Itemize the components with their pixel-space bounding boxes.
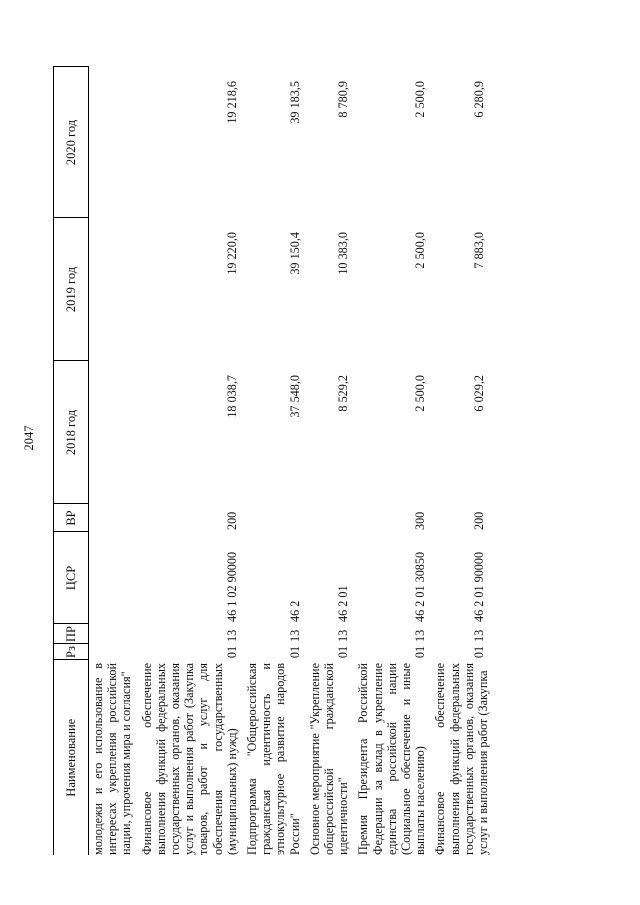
- table-row: [354, 67, 431, 855]
- header-2019: 2019 год: [54, 218, 89, 361]
- row-2018: [89, 361, 138, 504]
- row-rz: 01: [472, 645, 487, 659]
- row-name: Основное мероприятие "Укрепление общероссийской гражданской идентичности": [307, 663, 351, 855]
- row-2020: 39 183,5: [287, 81, 302, 124]
- row-2019: 19 220,0: [224, 232, 239, 275]
- row-2020: 2 500,0: [413, 81, 428, 118]
- table-row: [431, 67, 490, 855]
- table-row: [89, 67, 138, 855]
- row-2018: 2 500,0: [413, 375, 428, 412]
- row-csr: 46 2 01: [336, 585, 351, 622]
- row-rz: 01: [224, 645, 239, 659]
- header-rz: Рз: [54, 644, 89, 660]
- row-vr: [89, 504, 138, 532]
- row-pr: 13: [413, 629, 428, 642]
- header-2020: 2020 год: [54, 67, 89, 218]
- row-name: Подпрограмма "Общероссийская гражданская идентичность и этнокультурное развитие народов России": [245, 663, 302, 855]
- row-2020: [89, 67, 138, 218]
- row-rz: 01: [287, 645, 302, 659]
- row-2019: 2 500,0: [413, 232, 428, 269]
- table-row: [243, 67, 306, 855]
- row-csr: 46 2 01 30850: [413, 551, 428, 622]
- table-row: [138, 67, 243, 855]
- row-2018: 8 529,2: [336, 375, 351, 412]
- row-2020: 19 218,6: [224, 81, 239, 124]
- header-2018: 2018 год: [54, 361, 89, 504]
- row-rz: 01: [413, 645, 428, 659]
- header-csr: ЦСР: [54, 532, 89, 624]
- row-2018: 37 548,0: [287, 375, 302, 418]
- row-name: Финансовое обеспечение выполнения функций федеральных государственных органов, оказания услуг и выполнения работ (Закупка товаров, работ и услуг для обеспечения государственных (муниципальных) нужд): [139, 663, 239, 855]
- row-name: Финансовое обеспечение выполнения функций федеральных государственных органов, оказания услуг и выполнения работ (Закупка: [433, 663, 491, 855]
- row-2018: 6 029,2: [472, 375, 487, 412]
- header-pr: ПР: [54, 624, 89, 644]
- row-vr: 300: [413, 511, 428, 530]
- row-pr: 13: [287, 629, 302, 642]
- row-csr: 46 1 02 90000: [224, 551, 239, 622]
- row-2019: 10 383,0: [336, 232, 351, 275]
- row-csr: [89, 532, 138, 624]
- table-header-row: [54, 67, 89, 855]
- row-csr: 46 2 01 90000: [472, 551, 487, 622]
- row-vr: [306, 504, 355, 532]
- row-2020: 8 780,9: [336, 81, 351, 118]
- row-vr: 200: [472, 511, 487, 530]
- header-name: Наименование: [54, 660, 89, 855]
- row-2019: 7 883,0: [472, 232, 487, 269]
- row-vr: 200: [224, 511, 239, 530]
- row-name: Премия Президента Российской Федерации за вклад в укрепление единства российской нации (Социальное обеспечение и иные выплаты населению): [356, 663, 428, 855]
- budget-table: [53, 67, 490, 856]
- page-number: 2047: [22, 425, 36, 451]
- row-pr: [89, 624, 138, 644]
- row-2019: [89, 218, 138, 361]
- row-2020: 6 280,9: [472, 81, 487, 118]
- row-2018: 18 038,7: [224, 375, 239, 418]
- header-vr: ВР: [54, 504, 89, 532]
- row-2019: 39 150,4: [287, 232, 302, 275]
- row-pr: 13: [472, 629, 487, 642]
- row-vr: [243, 504, 306, 532]
- budget-table-sheet: [53, 67, 593, 855]
- table-row: [306, 67, 355, 855]
- row-rz: [89, 644, 138, 660]
- row-pr: 13: [224, 629, 239, 642]
- row-name: молодежи и его использование в интересах укрепления российской нации, упрочения мира и согласия": [91, 663, 134, 855]
- row-pr: 13: [336, 629, 351, 642]
- row-rz: 01: [336, 645, 351, 659]
- row-csr: 46 2: [287, 600, 302, 622]
